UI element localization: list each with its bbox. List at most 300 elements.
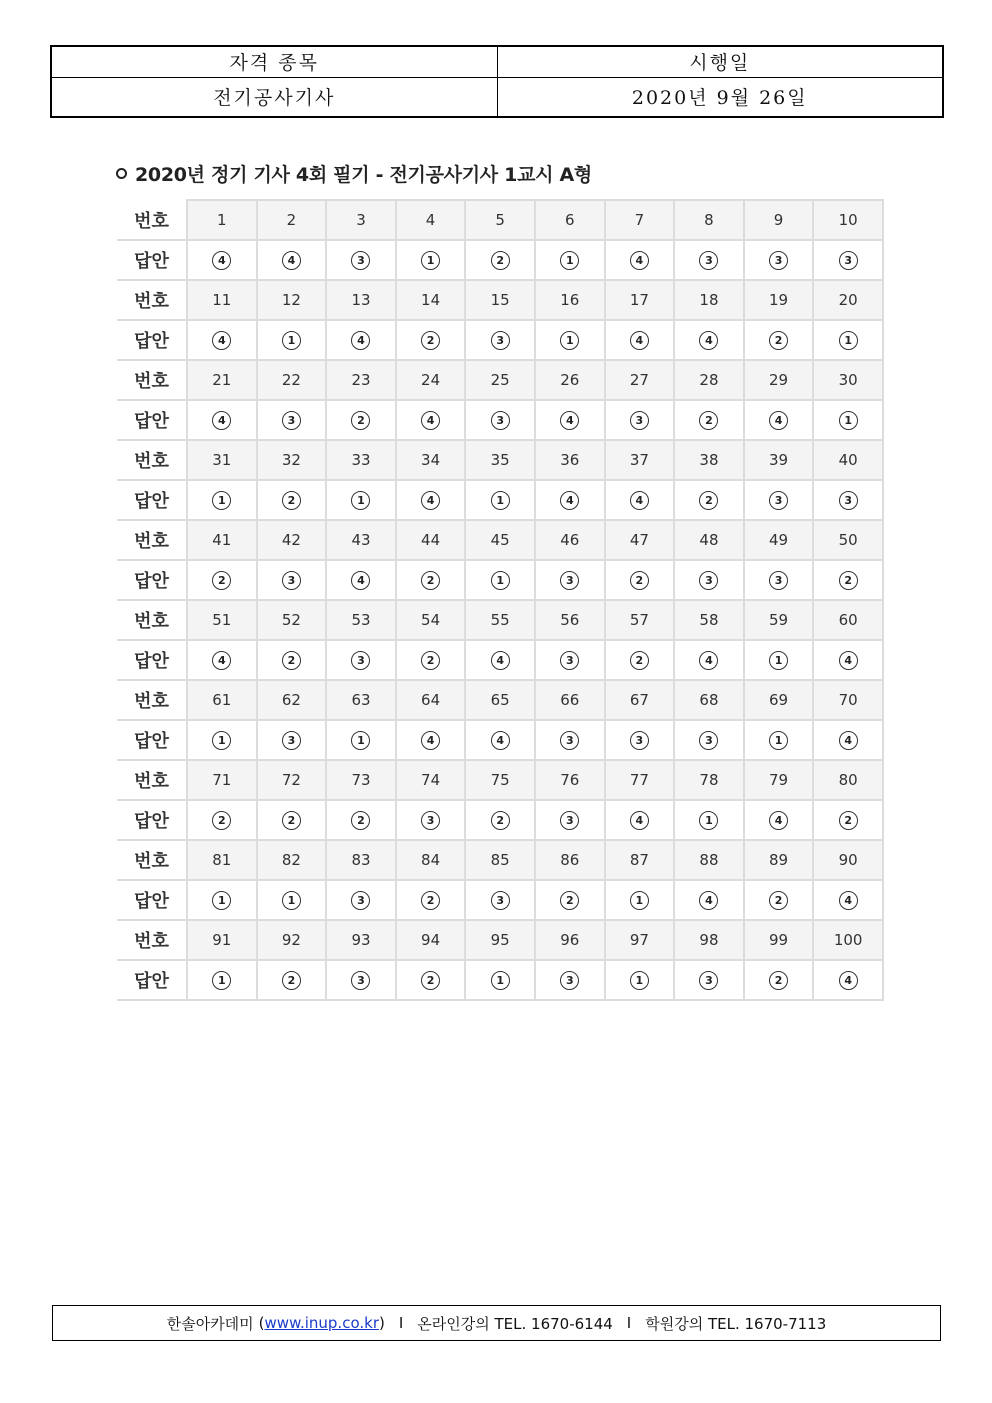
answer-cell — [605, 240, 675, 280]
answer-cell — [257, 880, 327, 920]
exam-date-header: 시행일 — [497, 46, 943, 77]
question-number-cell: 12 — [257, 280, 327, 320]
circled-answer-number: 2 — [630, 651, 649, 670]
section-title — [116, 158, 592, 188]
circled-answer-number: 4 — [560, 491, 579, 510]
answer-cell — [535, 960, 605, 1000]
circled-answer-number: 2 — [282, 491, 301, 510]
circled-answer-number: 3 — [699, 971, 718, 990]
circled-answer-number: 3 — [560, 571, 579, 590]
question-number-cell: 29 — [744, 360, 814, 400]
circled-answer-number: 1 — [212, 971, 231, 990]
answer-cell — [813, 560, 883, 600]
answer-cell — [257, 240, 327, 280]
circled-answer-number: 4 — [630, 251, 649, 270]
question-number-cell: 47 — [605, 520, 675, 560]
question-number-cell: 14 — [396, 280, 466, 320]
circled-answer-number: 4 — [421, 411, 440, 430]
circled-answer-number: 4 — [421, 731, 440, 750]
question-number-cell: 22 — [257, 360, 327, 400]
answer-cell — [326, 880, 396, 920]
circled-answer-number: 2 — [351, 411, 370, 430]
answer-row — [117, 720, 883, 760]
circled-answer-number: 4 — [282, 251, 301, 270]
answer-cell — [535, 320, 605, 360]
question-number-cell: 31 — [187, 440, 257, 480]
answer-cell — [396, 960, 466, 1000]
answer-cell — [326, 400, 396, 440]
circled-answer-number: 3 — [491, 331, 510, 350]
answer-cell — [257, 560, 327, 600]
question-number-cell: 39 — [744, 440, 814, 480]
circled-answer-number: 2 — [769, 331, 788, 350]
question-number-cell: 82 — [257, 840, 327, 880]
answer-cell — [674, 240, 744, 280]
question-number-cell: 25 — [465, 360, 535, 400]
answer-cell — [326, 640, 396, 680]
answer-cell — [813, 720, 883, 760]
circled-answer-number: 3 — [421, 811, 440, 830]
question-number-cell: 56 — [535, 600, 605, 640]
answer-cell — [744, 320, 814, 360]
circled-answer-number: 3 — [699, 571, 718, 590]
answer-cell — [257, 960, 327, 1000]
answer-cell — [605, 880, 675, 920]
link-close-paren: ) — [378, 1314, 385, 1332]
circled-answer-number: 1 — [282, 331, 301, 350]
question-number-cell: 93 — [326, 920, 396, 960]
question-number-cell: 6 — [535, 200, 605, 240]
question-number-cell: 55 — [465, 600, 535, 640]
circled-answer-number: 3 — [560, 731, 579, 750]
question-number-cell: 74 — [396, 760, 466, 800]
question-number-cell: 84 — [396, 840, 466, 880]
answer-row-label: 답안 — [117, 800, 187, 840]
circled-answer-number: 4 — [699, 651, 718, 670]
question-number-cell: 44 — [396, 520, 466, 560]
answer-row-label: 답안 — [117, 960, 187, 1000]
answer-cell — [535, 720, 605, 760]
answer-cell — [326, 240, 396, 280]
answer-cell — [813, 800, 883, 840]
answer-cell — [396, 720, 466, 760]
answer-cell — [605, 320, 675, 360]
answer-cell — [744, 960, 814, 1000]
question-number-cell: 62 — [257, 680, 327, 720]
answer-cell — [535, 560, 605, 600]
question-number-cell: 16 — [535, 280, 605, 320]
circled-answer-number: 1 — [491, 491, 510, 510]
question-number-cell: 80 — [813, 760, 883, 800]
answer-cell — [326, 800, 396, 840]
answer-cell — [465, 720, 535, 760]
answer-row-label: 답안 — [117, 880, 187, 920]
question-number-cell: 81 — [187, 840, 257, 880]
circled-answer-number: 1 — [351, 731, 370, 750]
answer-cell — [535, 240, 605, 280]
offline-lecture-tel: 학원강의 TEL. 1670-7113 — [645, 1314, 827, 1333]
answer-cell — [674, 720, 744, 760]
question-number-cell: 46 — [535, 520, 605, 560]
question-number-cell: 10 — [813, 200, 883, 240]
question-number-cell: 11 — [187, 280, 257, 320]
question-number-cell: 2 — [257, 200, 327, 240]
answer-cell — [465, 480, 535, 520]
question-number-cell: 1 — [187, 200, 257, 240]
question-number-cell: 97 — [605, 920, 675, 960]
answer-cell — [257, 800, 327, 840]
circled-answer-number: 1 — [212, 491, 231, 510]
question-number-cell: 35 — [465, 440, 535, 480]
question-number-cell: 60 — [813, 600, 883, 640]
circled-answer-number: 2 — [212, 811, 231, 830]
question-number-cell: 8 — [674, 200, 744, 240]
circled-answer-number: 3 — [282, 731, 301, 750]
circled-answer-number: 2 — [421, 651, 440, 670]
question-number-cell: 36 — [535, 440, 605, 480]
question-number-cell: 70 — [813, 680, 883, 720]
answer-cell — [605, 960, 675, 1000]
question-number-cell: 34 — [396, 440, 466, 480]
question-number-cell: 83 — [326, 840, 396, 880]
circled-answer-number: 4 — [491, 651, 510, 670]
circled-answer-number: 3 — [630, 411, 649, 430]
circled-answer-number: 3 — [282, 411, 301, 430]
question-number-cell: 17 — [605, 280, 675, 320]
question-number-cell: 9 — [744, 200, 814, 240]
number-row-label: 번호 — [117, 920, 187, 960]
circled-answer-number: 3 — [630, 731, 649, 750]
qualification-header: 자격 종목 — [51, 46, 497, 77]
answer-cell — [744, 480, 814, 520]
circled-answer-number: 1 — [212, 891, 231, 910]
answer-cell — [744, 640, 814, 680]
question-number-cell: 33 — [326, 440, 396, 480]
question-number-cell: 92 — [257, 920, 327, 960]
answer-cell — [674, 320, 744, 360]
question-number-cell: 65 — [465, 680, 535, 720]
answer-cell — [674, 480, 744, 520]
answer-cell — [187, 480, 257, 520]
answer-cell — [326, 960, 396, 1000]
answer-cell — [187, 400, 257, 440]
answer-row-label: 답안 — [117, 720, 187, 760]
number-row-label: 번호 — [117, 280, 187, 320]
answer-row-label: 답안 — [117, 480, 187, 520]
answer-row — [117, 880, 883, 920]
question-number-cell: 72 — [257, 760, 327, 800]
circled-answer-number: 2 — [769, 971, 788, 990]
circled-answer-number: 2 — [769, 891, 788, 910]
question-number-cell: 38 — [674, 440, 744, 480]
circled-answer-number: 2 — [491, 251, 510, 270]
answer-cell — [465, 960, 535, 1000]
question-number-cell: 45 — [465, 520, 535, 560]
question-number-cell: 79 — [744, 760, 814, 800]
circled-answer-number: 4 — [769, 811, 788, 830]
answer-row — [117, 640, 883, 680]
question-number-cell: 71 — [187, 760, 257, 800]
question-number-cell: 53 — [326, 600, 396, 640]
question-number-cell: 63 — [326, 680, 396, 720]
circled-answer-number: 2 — [699, 411, 718, 430]
circled-answer-number: 4 — [839, 891, 858, 910]
circled-answer-number: 4 — [630, 331, 649, 350]
answer-cell — [605, 720, 675, 760]
question-number-cell: 5 — [465, 200, 535, 240]
number-row-label: 번호 — [117, 520, 187, 560]
question-number-cell: 19 — [744, 280, 814, 320]
answer-cell — [813, 480, 883, 520]
circled-answer-number: 3 — [839, 251, 858, 270]
question-number-cell: 20 — [813, 280, 883, 320]
answer-row — [117, 400, 883, 440]
question-number-cell: 13 — [326, 280, 396, 320]
answer-cell — [674, 800, 744, 840]
answer-cell — [674, 400, 744, 440]
number-row-label: 번호 — [117, 680, 187, 720]
question-number-cell: 86 — [535, 840, 605, 880]
answer-cell — [326, 320, 396, 360]
circled-answer-number: 2 — [699, 491, 718, 510]
answer-row-label: 답안 — [117, 640, 187, 680]
answer-cell — [535, 480, 605, 520]
circled-answer-number: 4 — [212, 411, 231, 430]
answer-row — [117, 320, 883, 360]
question-number-cell: 77 — [605, 760, 675, 800]
question-number-cell: 42 — [257, 520, 327, 560]
number-row — [117, 760, 883, 800]
circled-answer-number: 2 — [839, 571, 858, 590]
circled-answer-number: 3 — [769, 491, 788, 510]
question-number-cell: 78 — [674, 760, 744, 800]
question-number-cell: 94 — [396, 920, 466, 960]
circled-answer-number: 2 — [421, 891, 440, 910]
circled-answer-number: 2 — [421, 331, 440, 350]
answer-cell — [744, 880, 814, 920]
answer-cell — [465, 400, 535, 440]
circled-answer-number: 3 — [560, 971, 579, 990]
question-number-cell: 67 — [605, 680, 675, 720]
question-number-cell: 91 — [187, 920, 257, 960]
circled-answer-number: 1 — [421, 251, 440, 270]
circled-answer-number: 3 — [491, 411, 510, 430]
answer-cell — [535, 800, 605, 840]
circled-answer-number: 1 — [699, 811, 718, 830]
answer-cell — [187, 560, 257, 600]
answer-row — [117, 960, 883, 1000]
circled-answer-number: 1 — [630, 891, 649, 910]
circled-answer-number: 2 — [491, 811, 510, 830]
footer-separator: I — [398, 1314, 404, 1332]
answer-cell — [465, 320, 535, 360]
answer-row — [117, 560, 883, 600]
number-row-label: 번호 — [117, 360, 187, 400]
answer-cell — [257, 320, 327, 360]
answer-cell — [813, 240, 883, 280]
question-number-cell: 99 — [744, 920, 814, 960]
answer-cell — [744, 720, 814, 760]
question-number-cell: 40 — [813, 440, 883, 480]
circled-answer-number: 1 — [282, 891, 301, 910]
answer-cell — [396, 560, 466, 600]
answer-cell — [813, 880, 883, 920]
answer-cell — [396, 800, 466, 840]
circled-answer-number: 4 — [839, 971, 858, 990]
question-number-cell: 48 — [674, 520, 744, 560]
answer-cell — [396, 320, 466, 360]
circled-answer-number: 2 — [282, 651, 301, 670]
question-number-cell: 95 — [465, 920, 535, 960]
circled-answer-number: 2 — [282, 811, 301, 830]
answer-cell — [813, 400, 883, 440]
answer-cell — [744, 400, 814, 440]
answer-cell — [396, 480, 466, 520]
question-number-cell: 88 — [674, 840, 744, 880]
number-row — [117, 600, 883, 640]
circled-answer-number: 1 — [351, 491, 370, 510]
circled-answer-number: 1 — [491, 571, 510, 590]
answer-cell — [674, 560, 744, 600]
number-row-label: 번호 — [117, 600, 187, 640]
answer-cell — [674, 960, 744, 1000]
answer-cell — [813, 320, 883, 360]
question-number-cell: 68 — [674, 680, 744, 720]
question-number-cell: 69 — [744, 680, 814, 720]
question-number-cell: 75 — [465, 760, 535, 800]
website-link[interactable]: www.inup.co.kr — [264, 1314, 379, 1332]
answer-row-label: 답안 — [117, 560, 187, 600]
circled-answer-number: 1 — [769, 651, 788, 670]
circled-answer-number: 3 — [769, 571, 788, 590]
answer-cell — [605, 400, 675, 440]
circled-answer-number: 4 — [212, 331, 231, 350]
answer-cell — [257, 400, 327, 440]
question-number-cell: 90 — [813, 840, 883, 880]
question-number-cell: 100 — [813, 920, 883, 960]
question-number-cell: 49 — [744, 520, 814, 560]
answer-cell — [535, 880, 605, 920]
exam-info-table — [50, 45, 944, 118]
question-number-cell: 3 — [326, 200, 396, 240]
answer-row — [117, 800, 883, 840]
number-row — [117, 680, 883, 720]
question-number-cell: 41 — [187, 520, 257, 560]
question-number-cell: 98 — [674, 920, 744, 960]
question-number-cell: 59 — [744, 600, 814, 640]
number-row — [117, 200, 883, 240]
answer-cell — [535, 640, 605, 680]
answer-cell — [326, 480, 396, 520]
answer-row-label: 답안 — [117, 240, 187, 280]
question-number-cell: 30 — [813, 360, 883, 400]
number-row — [117, 520, 883, 560]
circled-answer-number: 1 — [839, 331, 858, 350]
circled-answer-number: 3 — [351, 971, 370, 990]
circled-answer-number: 3 — [491, 891, 510, 910]
question-number-cell: 23 — [326, 360, 396, 400]
question-number-cell: 89 — [744, 840, 814, 880]
circled-answer-number: 4 — [560, 411, 579, 430]
answer-cell — [465, 880, 535, 920]
circled-answer-number: 4 — [839, 651, 858, 670]
answer-cell — [326, 720, 396, 760]
answer-cell — [187, 240, 257, 280]
exam-date-value: 2020년 9월 26일 — [497, 77, 943, 117]
answer-cell — [257, 720, 327, 760]
answer-cell — [187, 880, 257, 920]
circled-answer-number: 3 — [351, 651, 370, 670]
question-number-cell: 76 — [535, 760, 605, 800]
number-row — [117, 920, 883, 960]
number-row — [117, 840, 883, 880]
circled-answer-number: 3 — [560, 811, 579, 830]
answer-cell — [396, 640, 466, 680]
answer-cell — [674, 640, 744, 680]
circled-answer-number: 1 — [560, 251, 579, 270]
question-number-cell: 4 — [396, 200, 466, 240]
answer-cell — [257, 480, 327, 520]
circled-answer-number: 3 — [351, 891, 370, 910]
question-number-cell: 85 — [465, 840, 535, 880]
number-row — [117, 440, 883, 480]
question-number-cell: 64 — [396, 680, 466, 720]
circled-answer-number: 2 — [421, 971, 440, 990]
question-number-cell: 15 — [465, 280, 535, 320]
circled-answer-number: 4 — [421, 491, 440, 510]
answer-key-table — [117, 199, 884, 1001]
number-row-label: 번호 — [117, 760, 187, 800]
answer-cell — [326, 560, 396, 600]
question-number-cell: 66 — [535, 680, 605, 720]
online-lecture-tel: 온라인강의 TEL. 1670-6144 — [417, 1314, 613, 1333]
question-number-cell: 96 — [535, 920, 605, 960]
answer-cell — [465, 240, 535, 280]
link-open-paren: ( — [258, 1314, 265, 1332]
answer-row-label: 답안 — [117, 320, 187, 360]
question-number-cell: 50 — [813, 520, 883, 560]
circled-answer-number: 3 — [282, 571, 301, 590]
number-row — [117, 360, 883, 400]
question-number-cell: 61 — [187, 680, 257, 720]
answer-cell — [396, 400, 466, 440]
answer-cell — [187, 640, 257, 680]
question-number-cell: 87 — [605, 840, 675, 880]
circled-answer-number: 1 — [560, 331, 579, 350]
answer-cell — [257, 640, 327, 680]
answer-cell — [465, 640, 535, 680]
circled-answer-number: 2 — [630, 571, 649, 590]
question-number-cell: 21 — [187, 360, 257, 400]
circled-answer-number: 4 — [491, 731, 510, 750]
question-number-cell: 32 — [257, 440, 327, 480]
circled-answer-number: 2 — [421, 571, 440, 590]
circled-answer-number: 4 — [699, 331, 718, 350]
answer-cell — [187, 720, 257, 760]
circled-answer-number: 4 — [630, 811, 649, 830]
answer-row-label: 답안 — [117, 400, 187, 440]
answer-cell — [813, 960, 883, 1000]
circled-answer-number: 2 — [839, 811, 858, 830]
number-row-label: 번호 — [117, 200, 187, 240]
answer-cell — [396, 240, 466, 280]
question-number-cell: 28 — [674, 360, 744, 400]
circled-answer-number: 1 — [491, 971, 510, 990]
number-row-label: 번호 — [117, 440, 187, 480]
answer-cell — [605, 640, 675, 680]
question-number-cell: 7 — [605, 200, 675, 240]
question-number-cell: 43 — [326, 520, 396, 560]
